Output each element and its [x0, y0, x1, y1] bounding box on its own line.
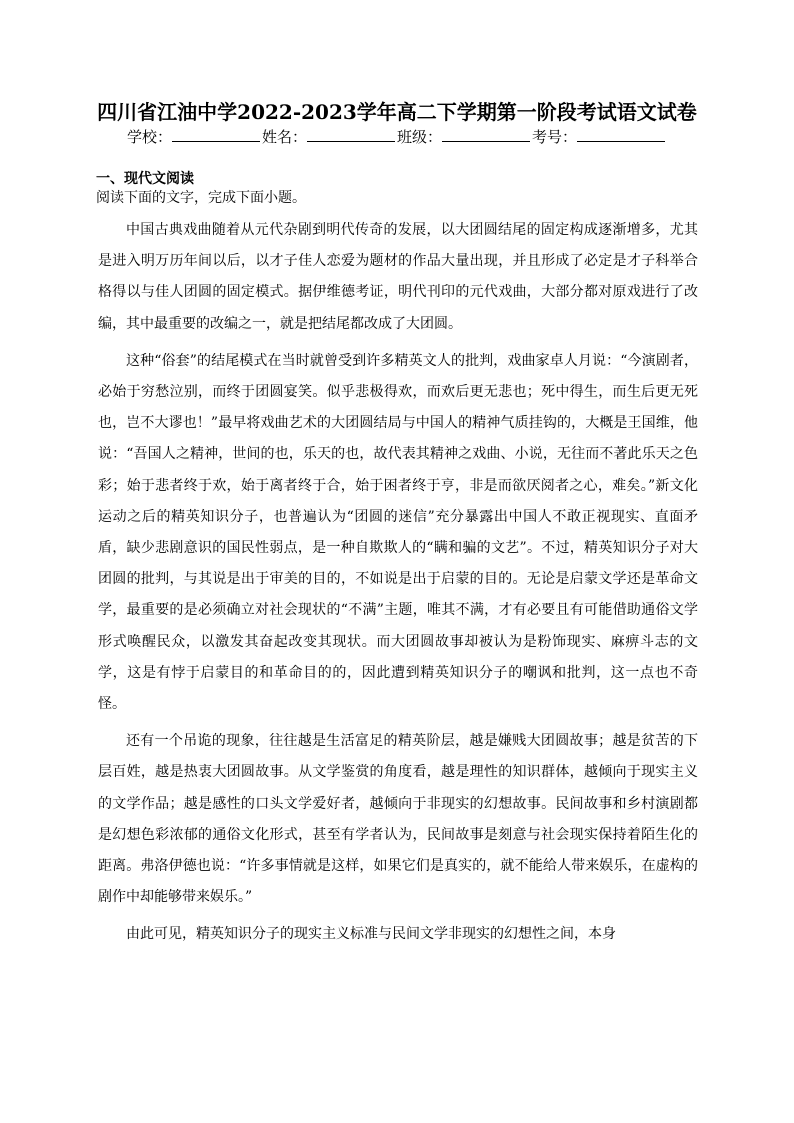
name-blank[interactable]	[307, 127, 395, 142]
school-label: 学校：	[126, 128, 172, 146]
school-blank[interactable]	[172, 127, 260, 142]
passage-paragraph: 中国古典戏曲随着从元代杂剧到明代传奇的发展，以大团圆结尾的固定构成逐渐增多，尤其是进入明万历年间以后，以才子佳人恋爱为题材的作品大量出现，并且形成了必定是才子科举合格得以与佳人团圆的固定模式。据伊维德考证，明代刊印的元代戏曲，大部分都对原戏进行了改编，其中最重要的改编之一，就是把结尾都改成了大团圆。	[98, 222, 698, 332]
document-title: 四川省江油中学2022-2023学年高二下学期第一阶段考试语文试卷	[97, 100, 697, 124]
class-label: 班级：	[397, 128, 443, 146]
reading-instruction: 阅读下面的文字，完成下面小题。	[96, 190, 306, 206]
student-info-line	[0, 127, 794, 147]
section-heading: 一、现代文阅读	[96, 171, 194, 187]
number-blank[interactable]	[577, 127, 665, 142]
passage-paragraph: 还有一个吊诡的现象，往往越是生活富足的精英阶层，越是嫌贱大团圆故事；越是贫苦的下层百姓，越是热衷大团圆故事。从文学鉴赏的角度看，越是理性的知识群体，越倾向于现实主义的文学作品；越是感性的口头文学爱好者，越倾向于非现实的幻想故事。民间故事和乡村演剧都是幻想色彩浓郁的通俗文化形式，甚至有学者认为，民间故事是刻意与社会现实保持着陌生化的距离。弗洛伊德也说：“许多事情就是这样，如果它们是真实的，就不能给人带来娱乐，在虚构的剧作中却能够带来娱乐。”	[98, 733, 698, 906]
name-label: 姓名：	[261, 128, 307, 146]
passage-paragraph: 这种“俗套”的结尾模式在当时就曾受到许多精英文人的批判，戏曲家卓人月说：“今演剧者，必始于穷愁泣别，而终于团圆宴笑。似乎悲极得欢，而欢后更无悲也；死中得生，而生后更无死也，岂不大谬也！”最早将戏曲艺术的大团圆结局与中国人的精神气质挂钩的，大概是王国维，他说：“吾国人之精神，世间的也，乐天的也，故代表其精神之戏曲、小说，无往而不著此乐天之色彩；始于悲者终于欢，始于离者终于合，始于困者终于亨，非是而欲厌阅者之心，难矣。”新文化运动之后的精英知识分子，也普遍认为“团圆的迷信”充分暴露出中国人不敢正视现实、直面矛盾，缺少悲剧意识的国民性弱点，是一种自欺欺人的“瞒和骗的文艺”。不过，精英知识分子对大团圆的批判，与其说是出于审美的目的，不如说是出于启蒙的目的。无论是启蒙文学还是革命文学，最重要的是必须确立对社会现状的“不满”主题，唯其不满，才有必要且有可能借助通俗文学形式唤醒民众，以激发其奋起改变其现状。而大团圆故事却被认为是粉饰现实、麻痹斗志的文学，这是有悖于启蒙目的和革命目的的，因此遭到精英知识分子的嘲讽和批判，这一点也不奇怪。	[98, 352, 698, 713]
class-blank[interactable]	[442, 127, 530, 142]
passage-paragraph: 由此可见，精英知识分子的现实主义标准与民间文学非现实的幻想性之间，本身	[126, 926, 616, 943]
reading-passage	[98, 215, 698, 957]
number-label: 考号：	[532, 128, 578, 146]
